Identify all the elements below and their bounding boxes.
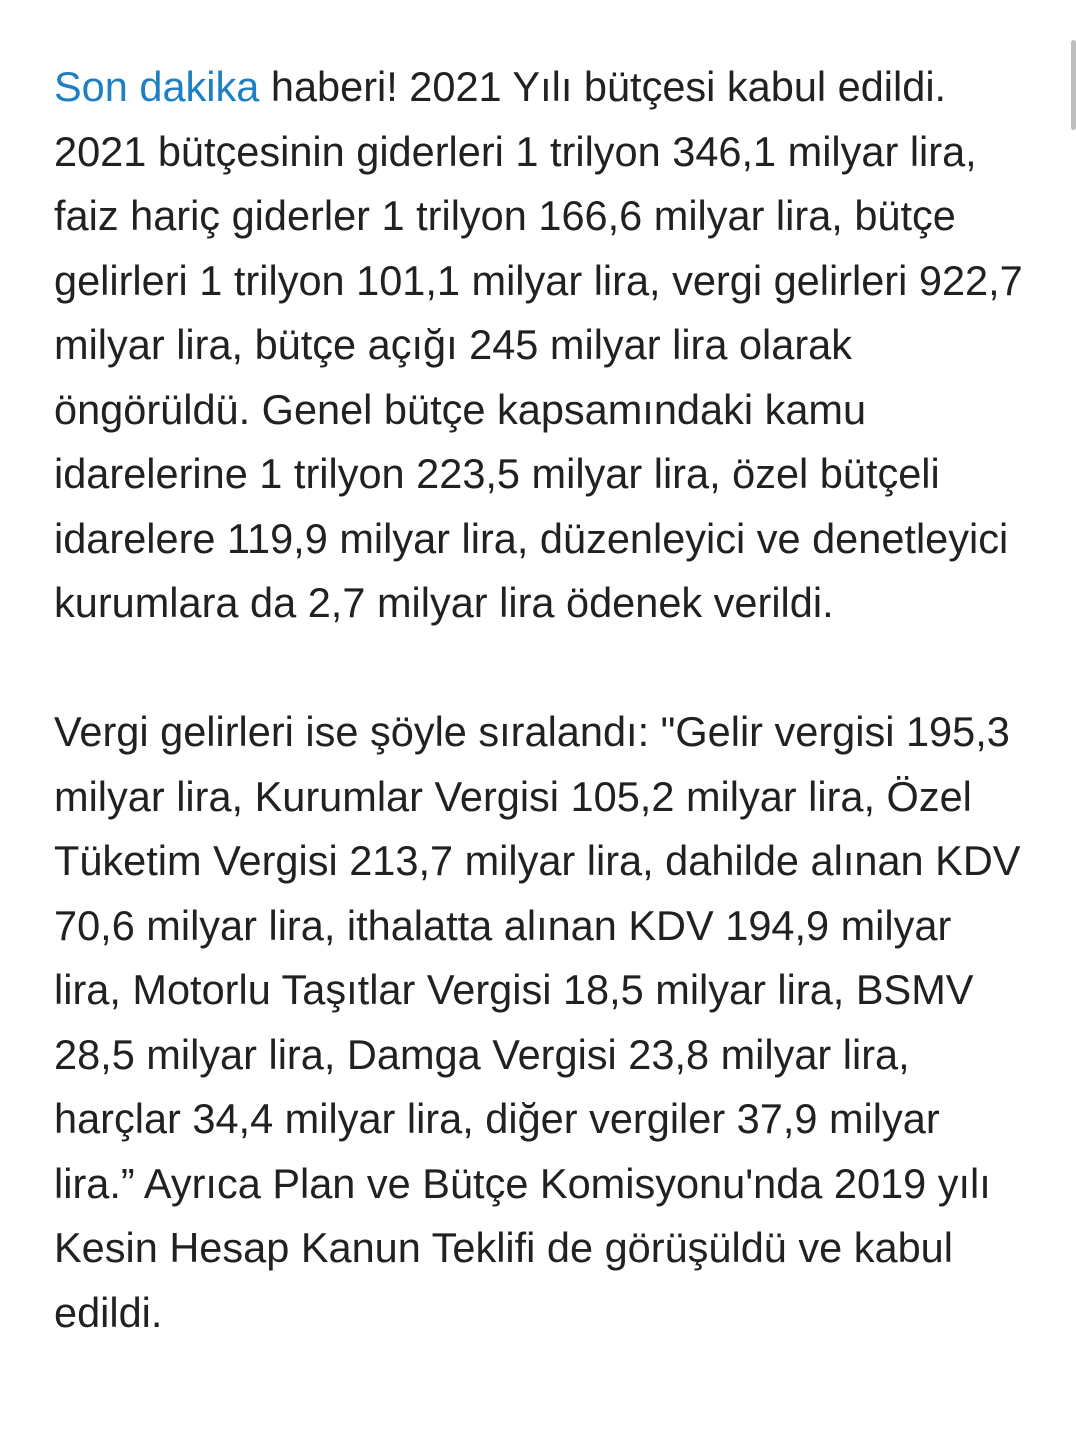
scrollbar[interactable]	[1071, 40, 1076, 130]
son-dakika-link[interactable]: Son dakika	[54, 63, 260, 110]
article-paragraph-2: Vergi gelirleri ise şöyle sıralandı: "Gelir vergisi 195,3 milyar lira, Kurumlar Vergisi 105,2 milyar lira, Özel Tüketim Vergisi 213,7 milyar lira, dahilde alınan KDV 70,6 milyar lira, ithalatta alınan KDV 194,9 milyar lira, Motorlu Taşıtlar Vergisi 18,5 milyar lira, BSMV 28,5 milyar lira, Damga Vergisi 23,8 milyar lira, harçlar 34,4 milyar lira, diğer vergiler 37,9 milyar lira.” Ayrıca Plan ve Bütçe Komisyonu'nda 2019 yılı Kesin Hesap Kanun Teklifi de görüşüldü ve kabul edildi.	[54, 708, 1021, 1336]
article-body	[54, 55, 1029, 1345]
paragraph-1-text: haberi! 2021 Yılı bütçesi kabul edildi. 2021 bütçesinin giderleri 1 trilyon 346,1 milyar lira, faiz hariç giderler 1 trilyon 166,6 milyar lira, bütçe gelirleri 1 trilyon 101,1 milyar lira, vergi gelirleri 922,7 milyar lira, bütçe açığı 245 milyar lira olarak öngörüldü. Genel bütçe kapsamındaki kamu idarelerine 1 trilyon 223,5 milyar lira, özel bütçeli idarelere 119,9 milyar lira, düzenleyici ve denetleyici kurumlara da 2,7 milyar lira ödenek verildi.	[54, 63, 1023, 626]
article-paragraph-1	[54, 55, 1029, 636]
top-edge	[0, 0, 1076, 10]
